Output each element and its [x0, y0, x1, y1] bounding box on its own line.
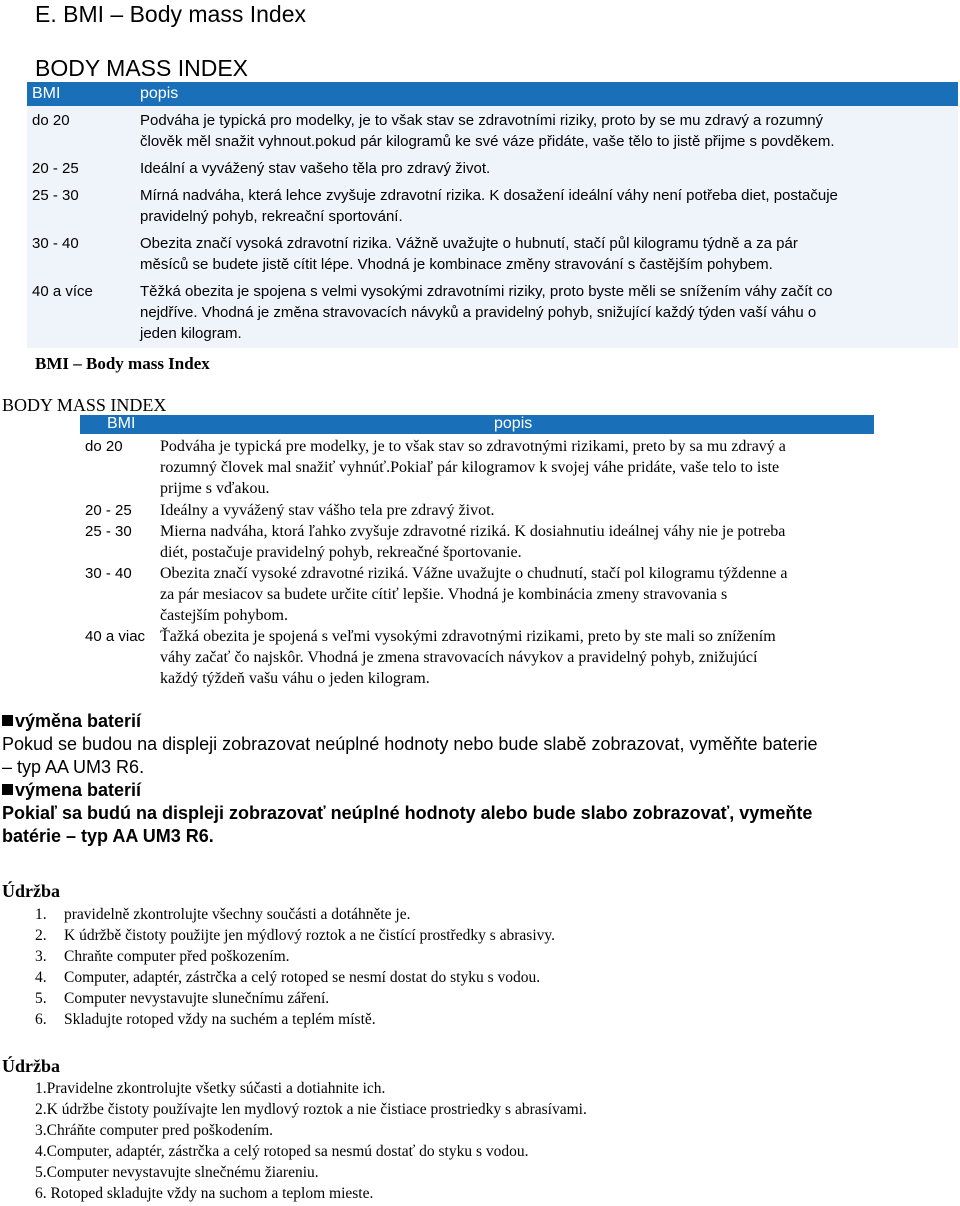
description-line: prijme s vďakou.	[160, 480, 270, 497]
bmi-table-cz	[27, 82, 958, 348]
list-item: 5. Computer nevystavujte slunečnímu záření.	[35, 990, 330, 1007]
description-line: pravidelný pohyb, rekreační sportování.	[140, 208, 403, 225]
bmi-range: 30 - 40	[32, 235, 79, 252]
battery-text-cz: – typ AA UM3 R6.	[2, 757, 145, 777]
table-row	[27, 158, 958, 179]
battery-title-cz: výměna baterií	[15, 711, 142, 731]
description-line: Ideální a vyvážený stav vašeho těla pro zdravý život.	[140, 160, 491, 177]
description-line: rozumný človek mal snažiť vyhnúť.Pokiaľ pár kilogramov k svojej váhe pridáte, vaše telo to iste	[160, 459, 780, 476]
description-line: člověk měl snažit vyhnout.pokud pár kilogramů ke své váze přidáte, vaše tělo to jistě přijme s povděkem.	[140, 133, 835, 150]
list-item: 4.Computer, adaptér, zástrčka a celý rotoped sa nesmú dostať do styku s vodou.	[35, 1143, 529, 1160]
description-line: diét, postačuje pravidelný pohyb, rekreačné športovanie.	[160, 544, 522, 561]
table-header	[27, 82, 958, 106]
list-item: 6. Skladujte rotoped vždy na suchém a teplém místě.	[35, 1011, 376, 1028]
table-row	[80, 436, 874, 499]
table-row	[27, 185, 958, 227]
page-title: E. BMI – Body mass Index	[35, 1, 307, 27]
description-line: nejdříve. Vhodná je změna stravovacích návyků a pravidelný pohyb, snižující každý týden vaší váhu o	[140, 304, 817, 321]
bullet-icon	[2, 715, 13, 726]
table-row	[27, 281, 958, 348]
list-item: 1.Pravidelne zkontrolujte všetky súčasti a dotiahnite ich.	[35, 1080, 386, 1097]
bmi-range: do 20	[85, 438, 123, 455]
section-subtitle: BODY MASS INDEX	[35, 55, 249, 81]
table-header	[80, 415, 874, 434]
bmi-range: 40 a více	[32, 283, 93, 300]
list-item: 2. K údržbě čistoty použijte jen mýdlový roztok a ne čistící prostředky s abrasivy.	[35, 927, 555, 944]
description-line: Ťažká obezita je spojená s veľmi vysokými zdravotnými rizikami, preto by ste mali so znížením	[160, 628, 776, 645]
description-line: Těžká obezita je spojena s velmi vysokými zdravotními riziky, proto byste měli se snížením váhy začít co	[140, 283, 833, 300]
section-title-sk: BMI – Body mass Index	[35, 354, 210, 373]
column-header-popis: popis	[140, 85, 179, 102]
description-line: jeden kilogram.	[140, 325, 242, 342]
list-item: 6. Rotoped skladujte vždy na suchom a teplom mieste.	[35, 1185, 374, 1202]
maintenance-title-sk: Údržba	[2, 1056, 60, 1076]
description-line: Obezita značí vysoká zdravotní rizika. Vážně uvažujte o hubnutí, stačí půl kilogramu týdně a za pár	[140, 235, 798, 252]
bmi-range: do 20	[32, 112, 70, 129]
bmi-range: 25 - 30	[32, 187, 79, 204]
list-item: 1. pravidelně zkontrolujte všechny součásti a dotáhněte je.	[35, 906, 411, 923]
list-item: 2.K údržbe čistoty používajte len mydlový roztok a nie čistiace prostriedky s abrasívami.	[35, 1101, 587, 1118]
description-line: Ideálny a vyvážený stav vášho tela pre zdravý život.	[160, 502, 495, 519]
description-line: váhy začať čo najskôr. Vhodná je zmena stravovacích návykov a pravidelný pohyb, znižujúcí	[160, 649, 758, 666]
column-header-popis: popis	[494, 415, 533, 432]
battery-text-sk: batérie – typ AA UM3 R6.	[2, 826, 214, 846]
column-header-bmi: BMI	[32, 85, 61, 102]
list-item: 3. Chraňte computer před poškozením.	[35, 948, 290, 965]
bmi-range: 20 - 25	[32, 160, 79, 177]
maintenance-title-cz: Údržba	[2, 881, 60, 901]
description-line: Mierna nadváha, ktorá ľahko zvyšuje zdravotné riziká. K dosiahnutiu ideálnej váhy nie je potreba	[160, 523, 786, 540]
battery-text-sk: Pokiaľ sa budú na displeji zobrazovať neúplné hodnoty alebo bude slabo zobrazovať, vymeňte	[2, 803, 813, 823]
description-line: Podváha je typická pre modelky, je to však stav so zdravotnými rizikami, preto by sa mu zdravý a	[160, 438, 786, 455]
battery-section-sk	[2, 779, 957, 848]
description-line: Mírná nadváha, která lehce zvyšuje zdravotní rizika. K dosažení ideální váhy není potřeba diet, postačuje	[140, 187, 838, 204]
table-row	[80, 563, 874, 626]
description-line: Obezita značí vysoké zdravotné riziká. Vážne uvažujte o chudnutí, stačí pol kilogramu týždenne a	[160, 565, 788, 582]
table-row	[80, 626, 874, 689]
table-row	[80, 521, 874, 563]
bmi-table-sk	[80, 415, 874, 689]
battery-section-cz	[2, 710, 957, 779]
list-item: 5.Computer nevystavujte slnečnému žiareniu.	[35, 1164, 319, 1181]
bmi-range: 20 - 25	[85, 502, 132, 519]
description-line: měsíců se budete jistě cítit lépe. Vhodná je kombinace změny stravování s častějším pohybem.	[140, 256, 773, 273]
description-line: Podváha je typická pro modelky, je to však stav se zdravotními riziky, proto by se mu zdravý a rozumný	[140, 112, 824, 129]
section-subtitle-sk: BODY MASS INDEX	[2, 395, 167, 415]
maintenance-list-sk	[35, 1078, 587, 1204]
battery-title-sk: výmena baterií	[15, 780, 142, 800]
battery-text-cz: Pokud se budou na displeji zobrazovat neúplné hodnoty nebo bude slabě zobrazovat, vyměňte baterie	[2, 734, 818, 754]
table-row	[27, 110, 958, 152]
bmi-range: 25 - 30	[85, 523, 132, 540]
description-line: častejším pohybom.	[160, 607, 288, 624]
table-row	[80, 500, 874, 521]
description-line: za pár mesiacov sa budete určite cítiť lepšie. Vhodná je kombinácia zmeny stravovania s	[160, 586, 728, 603]
list-item: 4. Computer, adaptér, zástrčka a celý rotoped se nesmí dostat do styku s vodou.	[35, 969, 541, 986]
table-row	[27, 233, 958, 275]
description-line: každý týždeň vašu váhu o jeden kilogram.	[160, 670, 430, 687]
bullet-icon	[2, 784, 13, 795]
list-item: 3.Chráňte computer pred poškodením.	[35, 1122, 274, 1139]
bmi-range: 30 - 40	[85, 565, 132, 582]
maintenance-list-cz	[35, 904, 555, 1030]
column-header-bmi: BMI	[107, 415, 136, 432]
bmi-range: 40 a viac	[85, 628, 146, 645]
